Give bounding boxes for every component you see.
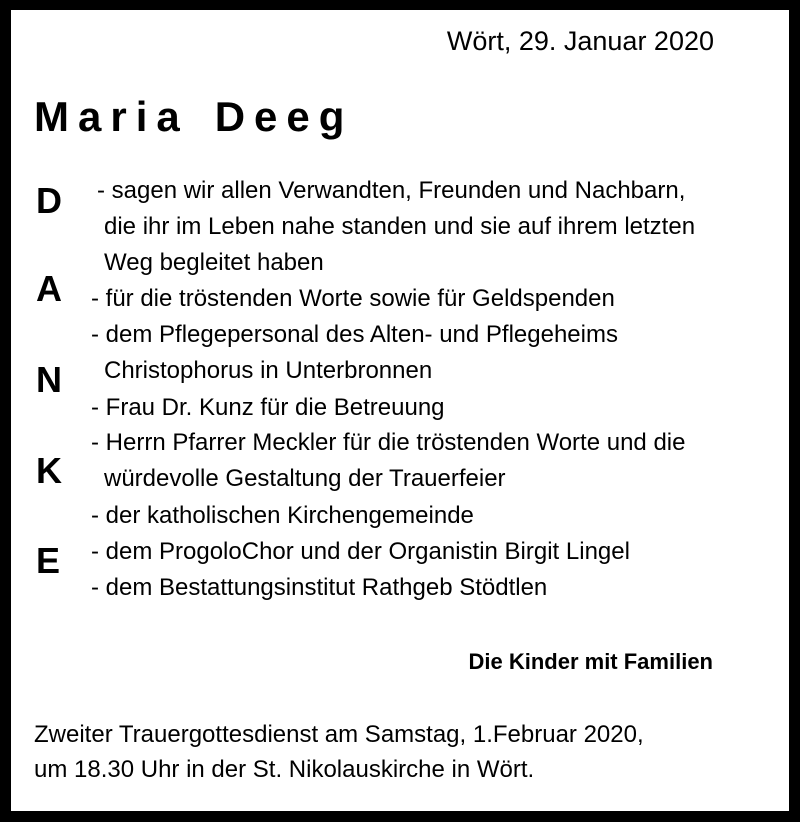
thanks-line: die ihr im Leben nahe standen und sie auf ihrem letzten (104, 213, 696, 240)
footer-line: um 18.30 Uhr in der St. Nikolauskirche in Wört. (34, 756, 535, 783)
thanks-line: - dem Pflegepersonal des Alten- und Pflegeheims (91, 321, 618, 348)
danke-letter-d: D (36, 180, 62, 221)
danke-letter-k: K (36, 450, 62, 491)
thanks-line: - für die tröstenden Worte sowie für Geldspenden (91, 285, 615, 312)
notice-date: Wört, 29. Januar 2020 (446, 26, 714, 56)
thanks-line: Christophorus in Unterbronnen (104, 357, 433, 384)
thanks-line: würdevolle Gestaltung der Trauerfeier (104, 465, 506, 492)
danke-letter-a: A (36, 268, 62, 309)
thanks-line: - sagen wir allen Verwandten, Freunden und Nachbarn, (97, 177, 686, 204)
deceased-name (34, 92, 353, 142)
footer-line: Zweiter Trauergottesdienst am Samstag, 1.Februar 2020, (34, 721, 644, 748)
danke-letter-n: N (36, 359, 62, 400)
first-name: Maria (34, 93, 189, 140)
last-name: Deeg (214, 93, 354, 140)
thanks-line: - dem Bestattungsinstitut Rathgeb Stödtlen (91, 574, 548, 601)
thanks-line: Weg begleitet haben (104, 249, 324, 276)
thanks-line: - Frau Dr. Kunz für die Betreuung (91, 394, 445, 421)
signature: Die Kinder mit Familien (468, 649, 713, 674)
thanks-line: - Herrn Pfarrer Meckler für die tröstenden Worte und die (91, 429, 686, 456)
thanks-line: - dem ProgoloChor und der Organistin Birgit Lingel (91, 538, 630, 565)
thanks-line: - der katholischen Kirchengemeinde (91, 502, 474, 529)
danke-letter-e: E (36, 540, 61, 581)
